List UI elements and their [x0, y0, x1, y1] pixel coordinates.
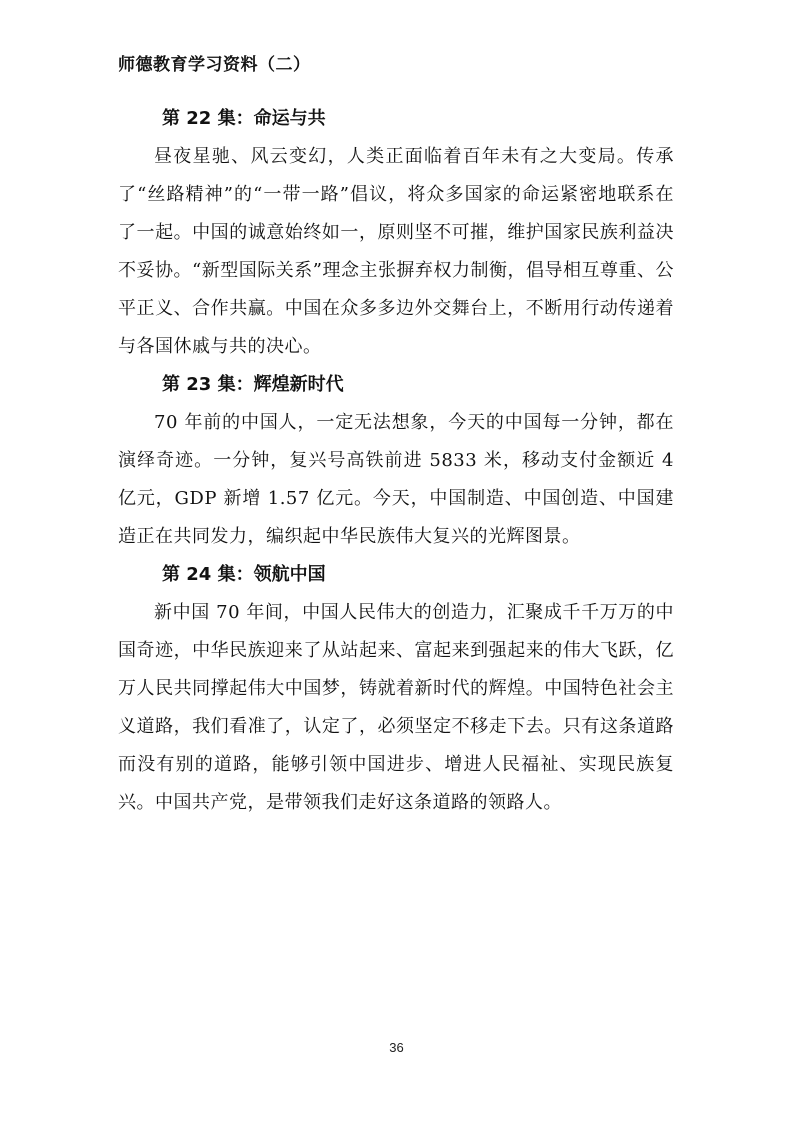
page-number: 36	[389, 1040, 404, 1055]
section-paragraph: 70 年前的中国人，一定无法想象，今天的中国每一分钟，都在演绎奇迹。一分钟，复兴号高铁前进 5833 米，移动支付金额近 4 亿元，GDP 新增 1.57 亿元。今天，中国制造、中国创造、中国建造正在共同发力，编织起中华民族伟大复兴的光辉图景。	[118, 412, 674, 547]
section-paragraph: 新中国 70 年间，中国人民伟大的创造力，汇聚成千千万万的中国奇迹，中华民族迎来了从站起来、富起来到强起来的伟大飞跃，亿万人民共同撑起伟大中国梦，铸就着新时代的辉煌。中国特色社会主义道路，我们看准了，认定了，必须坚定不移走下去。只有这条道路而没有别的道路，能够引领中国进步、增进人民福祉、实现民族复兴。中国共产党，是带领我们走好这条道路的领路人。	[118, 602, 674, 813]
section-title: 第 23 集：辉煌新时代	[162, 374, 344, 395]
section-22	[118, 100, 674, 366]
section-title: 第 22 集：命运与共	[162, 108, 326, 129]
section-paragraph: 昼夜星驰、风云变幻，人类正面临着百年未有之大变局。传承了“丝路精神”的“一带一路”倡议，将众多国家的命运紧密地联系在了一起。中国的诚意始终如一，原则坚不可摧，维护国家民族利益决不妥协。“新型国际关系”理念主张摒弃权力制衡，倡导相互尊重、公平正义、合作共赢。中国在众多多边外交舞台上，不断用行动传递着与各国休戚与共的决心。	[118, 146, 674, 357]
document-content	[118, 100, 674, 822]
section-title: 第 24 集：领航中国	[162, 564, 326, 585]
section-23	[118, 366, 674, 556]
section-24	[118, 556, 674, 822]
running-header: 师德教育学习资料（二）	[118, 55, 311, 75]
